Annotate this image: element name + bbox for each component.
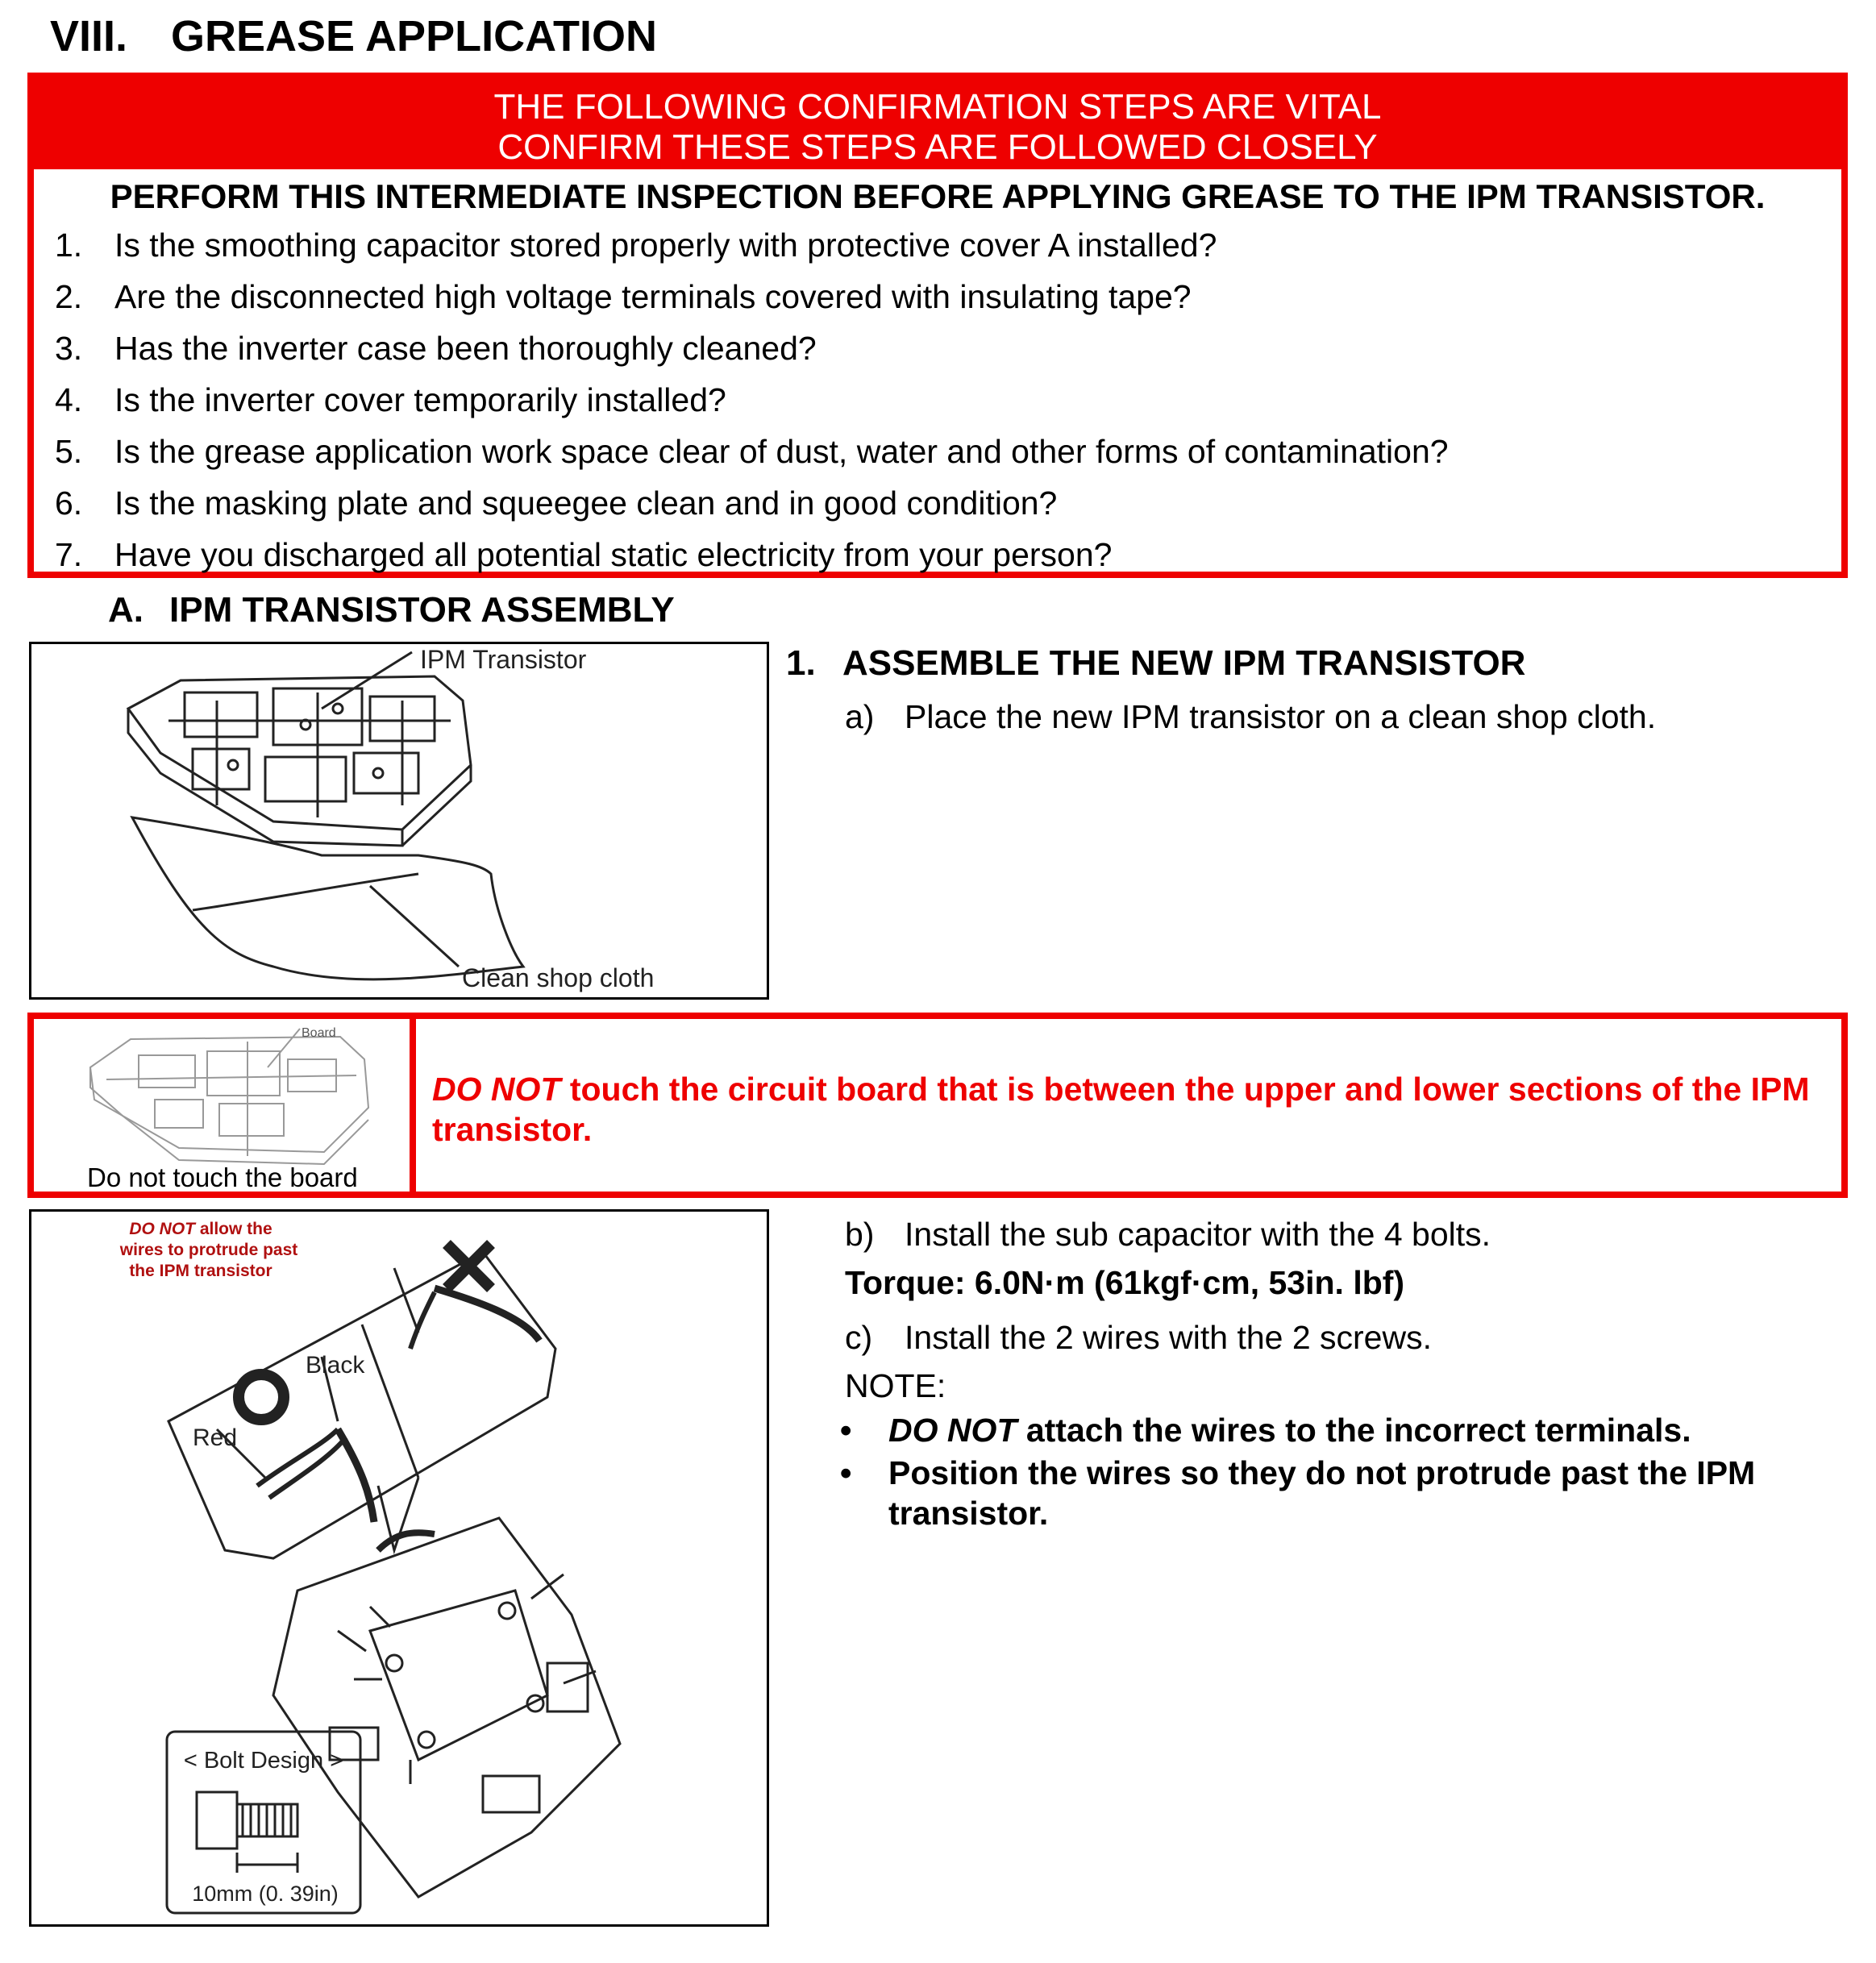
checklist-text: Are the disconnected high voltage terminals covered with insulating tape? — [114, 278, 1192, 315]
step-b — [845, 1216, 1491, 1254]
warning-text — [432, 1069, 1835, 1150]
checklist-item — [55, 227, 1217, 264]
ipm-transistor-label: IPM Transistor — [420, 645, 587, 674]
checklist-text: Have you discharged all potential static electricity from your person? — [114, 536, 1113, 573]
step-c-marker: c) — [845, 1319, 873, 1356]
board-warning-image — [34, 1019, 410, 1192]
note-bullet-1-text — [888, 1410, 1856, 1450]
checklist-text: Is the masking plate and squeegee clean and in good condition? — [114, 485, 1058, 522]
shop-cloth-label: Clean shop cloth — [462, 963, 655, 992]
sub-capacitor-illustration — [31, 1212, 767, 1924]
step-1-title-text: ASSEMBLE THE NEW IPM TRANSISTOR — [842, 643, 1526, 683]
checklist-item — [55, 278, 1192, 316]
step-a — [845, 698, 1656, 736]
note-bullet-2-text: Position the wires so they do not protrude past the IPM transistor. — [888, 1454, 1756, 1532]
checklist-number: 2. — [55, 278, 83, 315]
checklist-item — [55, 485, 1057, 522]
checklist-number: 7. — [55, 536, 83, 573]
checklist-item — [55, 381, 726, 419]
checklist-number: 3. — [55, 330, 83, 367]
warning-box — [27, 1013, 1848, 1198]
sub-capacitor-figure — [29, 1209, 769, 1927]
black-wire-label: Black — [306, 1352, 365, 1379]
warning-message: touch the circuit board that is between the upper and lower sections of the IPM transistor. — [432, 1071, 1810, 1148]
step-c — [845, 1319, 1432, 1357]
board-label: Board — [302, 1026, 336, 1040]
subsection-letter: A. — [108, 590, 144, 630]
step-b-marker: b) — [845, 1216, 875, 1253]
checklist-text: Is the grease application work space clear of dust, water and other forms of contamination? — [114, 433, 1449, 470]
figure-note-line-1-text: allow the — [194, 1220, 272, 1238]
checklist-item — [55, 433, 1449, 471]
confirmation-header-line-1: THE FOLLOWING CONFIRMATION STEPS ARE VITAL — [493, 87, 1382, 127]
checklist-text: Has the inverter case been thoroughly cleaned? — [114, 330, 817, 367]
step-b-text: Install the sub capacitor with the 4 bolts. — [905, 1216, 1491, 1253]
checklist-text: Is the smoothing capacitor stored properly with protective cover A installed? — [114, 227, 1217, 264]
step-1-title — [786, 643, 1525, 684]
step-1-number: 1. — [786, 643, 816, 683]
checklist-number: 1. — [55, 227, 83, 264]
section-number: VIII. — [50, 12, 128, 60]
confirmation-header-line-2: CONFIRM THESE STEPS ARE FOLLOWED CLOSELY — [497, 127, 1378, 167]
figure-note-emphasis: DO NOT — [129, 1220, 195, 1238]
inspection-heading: PERFORM THIS INTERMEDIATE INSPECTION BEFORE APPLYING GREASE TO THE IPM TRANSISTOR. — [110, 177, 1766, 215]
checklist-text: Is the inverter cover temporarily installed? — [114, 381, 726, 418]
checklist-number: 5. — [55, 433, 83, 470]
note-label: NOTE: — [845, 1367, 946, 1404]
step-c-text: Install the 2 wires with the 2 screws. — [905, 1319, 1432, 1356]
warning-emphasis: DO NOT — [432, 1071, 561, 1108]
subsection-title: IPM TRANSISTOR ASSEMBLY — [169, 590, 675, 630]
bullet-dot: • — [840, 1454, 852, 1491]
ipm-transistor-illustration — [31, 644, 767, 997]
checklist-number: 4. — [55, 381, 83, 418]
warning-divider — [410, 1019, 416, 1192]
bolt-dimension-label: 10mm (0. 39in) — [192, 1882, 339, 1906]
figure-note-line-3: the IPM transistor — [129, 1262, 272, 1280]
section-title-text: GREASE APPLICATION — [171, 12, 658, 60]
subsection-heading — [108, 590, 675, 630]
bullet-dot: • — [840, 1412, 852, 1449]
step-a-marker: a) — [845, 698, 875, 735]
bolt-design-label: < Bolt Design > — [183, 1748, 344, 1774]
note-emphasis: DO NOT — [888, 1412, 1017, 1449]
red-wire-label: Red — [193, 1424, 238, 1451]
confirmation-box — [27, 73, 1848, 578]
ipm-transistor-figure — [29, 642, 769, 1000]
confirmation-header — [34, 79, 1841, 169]
note-bullet-1-body: attach the wires to the incorrect terminals. — [1017, 1412, 1691, 1449]
checklist-item — [55, 330, 817, 368]
step-a-text: Place the new IPM transistor on a clean shop cloth. — [905, 698, 1657, 735]
checklist-item — [55, 536, 1112, 574]
torque-spec: Torque: 6.0N·m (61kgf·cm, 53in. lbf) — [845, 1264, 1405, 1301]
section-title — [50, 11, 657, 61]
figure-note-line-2: wires to protrude past — [119, 1241, 298, 1259]
board-caption: Do not touch the board — [87, 1162, 358, 1192]
figure-note-line-1 — [129, 1220, 272, 1238]
checklist-number: 6. — [55, 485, 83, 522]
